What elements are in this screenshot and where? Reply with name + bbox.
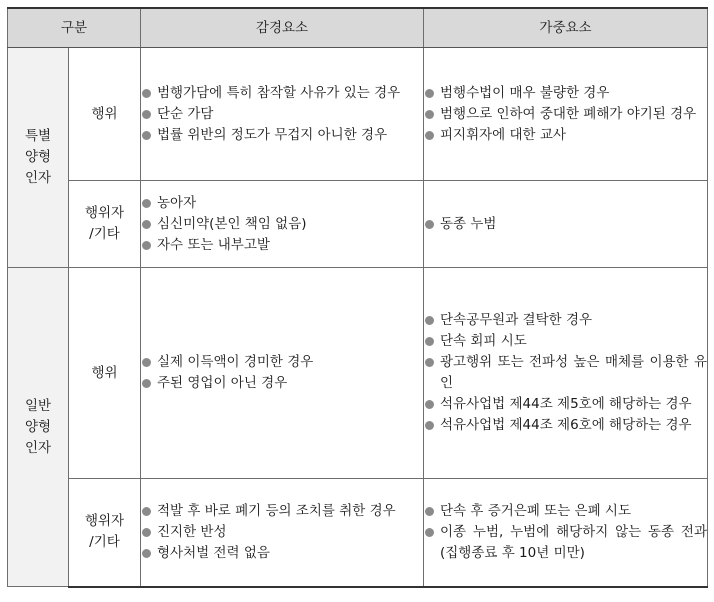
header-aggravating: 가중요소 xyxy=(424,8,708,48)
general-actor-mitigating xyxy=(141,479,424,587)
sub-act: 행위 xyxy=(69,268,141,479)
group-special xyxy=(8,48,69,268)
list-item: 심신미약(본인 책임 없음) xyxy=(141,214,423,235)
group-special-line1: 특별 xyxy=(24,128,52,144)
row-special-actor xyxy=(8,181,708,268)
general-act-aggravating xyxy=(424,268,708,479)
list-item: 농아자 xyxy=(141,193,423,214)
sub-actor-line2: /기타 xyxy=(89,534,120,551)
header-row xyxy=(8,8,708,48)
list-item: 진지한 반성 xyxy=(141,522,423,543)
row-general-actor xyxy=(8,479,708,587)
group-general-line3: 인자 xyxy=(24,439,52,456)
list-item: 형사처벌 전력 없음 xyxy=(141,543,423,564)
special-actor-aggravating xyxy=(424,181,708,268)
special-act-mitigating xyxy=(141,48,424,181)
header-category: 구분 xyxy=(8,8,141,48)
special-actor-mitigating xyxy=(141,181,424,268)
group-general xyxy=(8,268,69,587)
group-special-line2: 양형 xyxy=(24,149,52,165)
list-item: 광고행위 또는 전파성 높은 매체를 이용한 유인 xyxy=(424,352,707,394)
list-item: 범행으로 인하여 중대한 폐해가 야기된 경우 xyxy=(424,104,707,125)
list-item: 범행가담에 특히 참작할 사유가 있는 경우 xyxy=(141,83,423,104)
list-item: 석유사업법 제44조 제6호에 해당하는 경우 xyxy=(424,415,707,436)
general-actor-aggravating xyxy=(424,479,708,587)
list-item: 동종 누범 xyxy=(424,214,707,235)
list-item: 단순 가담 xyxy=(141,104,423,125)
group-general-line2: 양형 xyxy=(24,418,52,435)
list-item: 범행수법이 매우 불량한 경우 xyxy=(424,83,707,104)
group-special-line3: 인자 xyxy=(24,170,52,186)
sub-actor xyxy=(69,479,141,587)
group-general-line1: 일반 xyxy=(24,397,52,414)
list-item: 단속공무원과 결탁한 경우 xyxy=(424,310,707,331)
list-item: 이종 누범, 누범에 해당하지 않는 동종 전과(집행종료 후 10년 미만) xyxy=(424,522,707,564)
sub-actor-line1: 행위자 xyxy=(84,513,125,530)
row-special-act xyxy=(8,48,708,181)
list-item: 피지휘자에 대한 교사 xyxy=(424,125,707,146)
list-item: 자수 또는 내부고발 xyxy=(141,235,423,256)
sub-act: 행위 xyxy=(69,48,141,181)
list-item: 단속 회피 시도 xyxy=(424,331,707,352)
sub-actor xyxy=(69,181,141,268)
sub-actor-line1: 행위자 xyxy=(84,205,125,221)
general-act-mitigating xyxy=(141,268,424,479)
row-general-act xyxy=(8,268,708,479)
list-item: 석유사업법 제44조 제5호에 해당하는 경우 xyxy=(424,394,707,415)
header-mitigating: 감경요소 xyxy=(141,8,424,48)
list-item: 법률 위반의 정도가 무겁지 아니한 경우 xyxy=(141,125,423,146)
list-item: 주된 영업이 아닌 경우 xyxy=(141,373,423,394)
list-item: 단속 후 증거은폐 또는 은폐 시도 xyxy=(424,501,707,522)
sub-actor-line2: /기타 xyxy=(89,226,120,242)
list-item: 실제 이득액이 경미한 경우 xyxy=(141,352,423,373)
list-item: 적발 후 바로 폐기 등의 조치를 취한 경우 xyxy=(141,501,423,522)
special-act-aggravating xyxy=(424,48,708,181)
sentencing-factors-table xyxy=(7,7,708,588)
